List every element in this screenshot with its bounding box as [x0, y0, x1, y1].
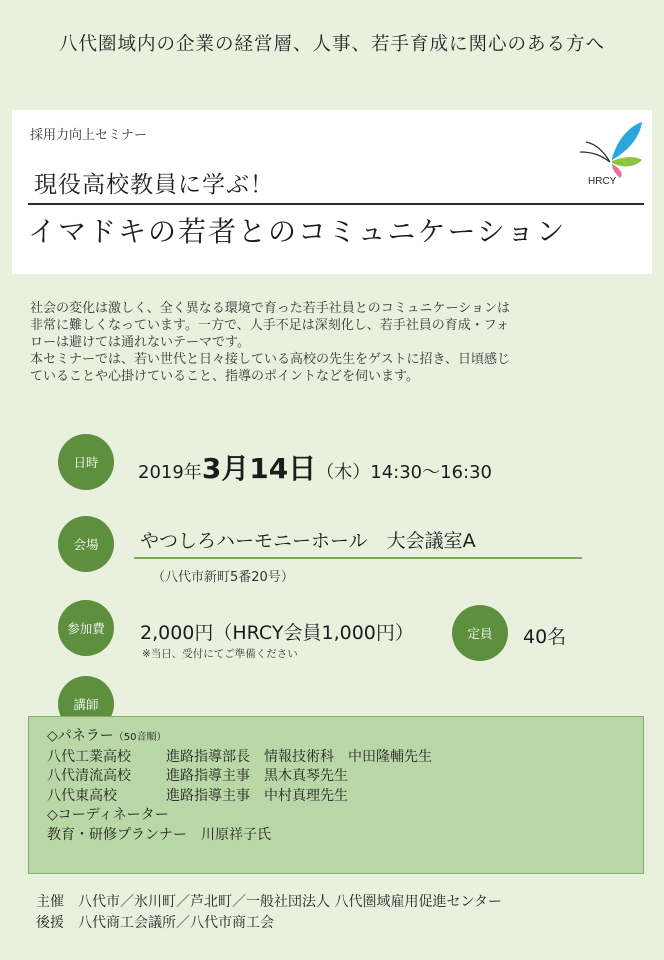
fee-badge: 参加費: [58, 600, 114, 656]
coordinator-heading: ◇コーディネーター: [47, 807, 169, 823]
capacity-value: 40名: [523, 626, 567, 648]
logo-antenna: [580, 142, 610, 162]
venue-underline: [134, 557, 582, 559]
logo-wing-green: [612, 157, 642, 166]
panelist-school: 八代清流高校: [47, 768, 131, 784]
organizer-list: 八代市／氷川町／芦北町／一般社団法人 八代圏域雇用促進センター: [78, 894, 502, 910]
title-divider: [28, 203, 644, 205]
coordinator-name: 川原祥子氏: [201, 826, 271, 843]
venue-address: （八代市新町5番20号）: [152, 570, 294, 585]
panelist-school: 八代工業高校: [47, 748, 131, 765]
panelist-name: 中田隆輔先生: [348, 748, 432, 765]
seminar-type: 採用力向上セミナー: [30, 128, 148, 143]
intro-text: [30, 300, 636, 385]
intro-line: 非常に難しくなっています。一方で、人手不足は深刻化し、若手社員の育成・フォ: [30, 318, 510, 333]
panelist-heading: ◇パネラー: [47, 728, 114, 744]
coordinator-role: 教育・研修プランナー: [47, 826, 187, 843]
panelist-row: [47, 748, 643, 768]
capacity-badge: 定員: [452, 605, 508, 661]
intro-line: 社会の変化は激しく、全く異なる環境で育った若手社員とのコミュニケーションは: [30, 301, 510, 316]
organizer-label: 主催: [36, 894, 64, 910]
panelist-row: [47, 767, 643, 787]
lecturer-panel: [28, 716, 644, 874]
panelist-role: 進路指導部長 情報技術科: [166, 748, 334, 765]
audience-header: 八代圏域内の企業の経営層、人事、若手育成に関心のある方へ: [58, 34, 605, 55]
support-list: 八代商工会議所／八代市商工会: [78, 915, 274, 931]
panelist-school: 八代東高校: [47, 787, 117, 804]
support-label: 後援: [36, 915, 64, 931]
date-time: 14:30〜16:30: [370, 462, 493, 483]
lecturer-badge: 講師: [58, 676, 114, 732]
date-weekday: （木）: [316, 462, 371, 483]
footer: [36, 892, 502, 934]
title-line-1: 現役高校教員に学ぶ！: [34, 172, 274, 198]
intro-line: 本セミナーでは、若い世代と日々接している高校の先生をゲストに招き、日頃感じ: [30, 352, 510, 367]
panelist-note: （50音順）: [113, 732, 167, 743]
logo-wing-blue: [612, 122, 642, 160]
fee-amount: 2,000円（HRCY会員1,000円）: [140, 622, 414, 644]
venue-badge: 会場: [58, 516, 114, 572]
date-month: 3月: [201, 452, 250, 485]
panelist-row: [47, 787, 643, 807]
logo-text: HRCY: [588, 176, 617, 187]
date-value: [138, 447, 492, 487]
coordinator-row: [47, 826, 643, 846]
date-day: 14日: [249, 452, 317, 485]
title-line-2: イマドキの若者とのコミュニケーション: [28, 215, 567, 248]
panelist-role: 進路指導主事: [166, 787, 250, 804]
support-line: [36, 913, 502, 934]
panelist-name: 黒木真琴先生: [264, 768, 348, 784]
organizer-line: [36, 892, 502, 913]
venue-name: やつしろハーモニーホール 大会議室A: [140, 530, 476, 552]
hrcy-butterfly-logo: [574, 118, 646, 188]
date-year: 2019年: [138, 462, 202, 483]
panelist-name: 中村真理先生: [264, 787, 348, 804]
panelist-role: 進路指導主事: [166, 768, 250, 784]
intro-line: ていることや心掛けていること、指導のポイントなどを伺います。: [30, 369, 419, 384]
fee-note: ※当日、受付にてご準備ください: [142, 648, 298, 660]
intro-line: ローは避けては通れないテーマです。: [30, 335, 250, 350]
date-badge: 日時: [58, 434, 114, 490]
panelist-heading-line: [47, 727, 643, 748]
